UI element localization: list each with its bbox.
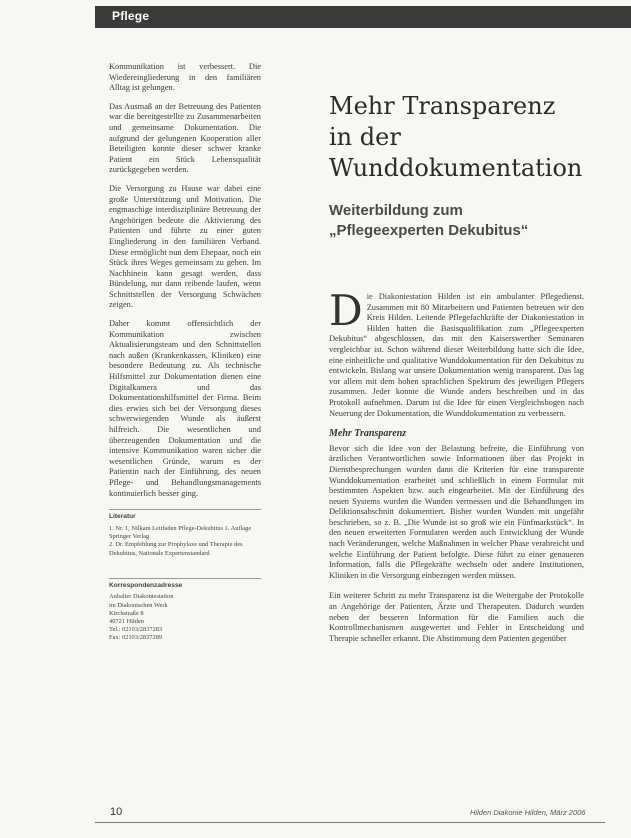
contact-line: im Diakonischen Werk [109, 601, 168, 609]
literature-box [109, 509, 261, 558]
contact-line: Tel.: 02103/2837283 [109, 626, 163, 634]
contact-line: Fax: 02103/2837289 [109, 634, 163, 642]
subtitle-line: „Pflegeexperten Dekubitus“ [329, 222, 529, 239]
header-bar [95, 6, 631, 28]
literature-item: 2. Dr. Empfehlung zur Prophylaxe und Therapie des Dekubitus, Nationale Expertenstandard [109, 541, 243, 557]
right-column [329, 286, 584, 654]
literature-item: 1. Nr. 1, Nilkam Leitfaden Pflege-Dekubitus 1. Auflage Springer Verlag [109, 524, 252, 540]
title-line: Wunddokumentation [329, 154, 583, 182]
article-title [329, 91, 599, 184]
left-paragraph-4: Daher kommt offensichtlich der Kommunikation zwischen Aktualisierungsteam und den Schnittstellen nach außen (Krankenkassen, Kliniken) eine besondere Bedeutung zu. Als technische Hilfsmittel zur Dokumentation dienen eine Digitalkamera und das Dokumentationshilfsmittel der Firma. Beim dies erwies sich bei der Versorgung dieses schwerwiegenden Wunde als äußerst hilfreich. Die wesentlichen und überzeugenden Dokumentation und die intensive Kommunikation waren sicher die wesentlichen Gründe, warum es der Patientin nach der Einführung, des neuen Pflege- und Behandlungsmanagements kontinuierlich besser ging. [109, 319, 261, 498]
footer-rule [95, 822, 605, 823]
left-paragraph-2: Das Ausmaß an der Betreuung des Patienten war die bereitgestellte zu Zusammenarbeiten und gemeinsame Dokumentation. Die aufgrund der gelungenen Kooperation aller Beteiligten konnte dieser schwer kranke Patient ein Stück Lebensqualität zurückgegeben werden. [109, 101, 261, 175]
title-line: in der [329, 123, 401, 151]
right-paragraph-3: Ein weiterer Schritt zu mehr Transparenz ist die Weitergabe der Protokolle an Angehörige der Patienten, Ärzte und Therapeuten. Dadurch wurden neben der besseren Information für die Familien auch die Kontrollmechanismen ausgewertet und Fehler in Entscheidung und Therapie schneller erkannt. Die Abstimmung dem Patienten gegenüber [329, 591, 584, 643]
article-subtitle [329, 201, 609, 241]
title-line: Mehr Transparenz [329, 92, 556, 120]
section-heading: Mehr Transparenz [329, 428, 407, 440]
contact-line: Kirchstraße 8 [109, 609, 144, 617]
left-paragraph-1: Kommunikation ist verbessert. Die Wiedereingliederung in den familiären Alltag ist gelungen. [109, 62, 261, 93]
contact-heading: Korrespondenzadresse [109, 582, 183, 590]
right-paragraph-2: Bevor sich die Idee von der Belastung befreite, die Einführung von ärztlichen Verantwortlichen sowie Informationen über das Projekt in Dienstbesprechungen wurden dann die Kriterien für eine transparente Wunddokumentation erarbeitet und schließlich in einem Formular mit bestimmten Aspekten bzw. auch eingearbeitet. Mit der Einführung des neuen Systems wurden die Wunden vermessen und die Behandlungen im Deliktionsabschnitt dokumentiert. Bisher wurden Wunden mit ungefähr beschrieben, so z. B. „Die Wunde ist so groß wie ein Fünfmarkstück“. In den neuen erweiterten Formularen werden auch Entwicklung der Wunde nach Veränderungen, welche Maßnahmen in welcher Phase verabreicht und welche Einführung der Patient befolgte. Diese führt zu einer genaueren Information, falls die Pflegekräfte wechseln oder andere Institutionen, Kliniken in die Versorgung einbezogen werden müssen. [329, 443, 584, 580]
left-paragraph-3: Die Versorgung zu Hause war dabei eine große Unterstützung und Motivation. Die engmaschige interdisziplinäre Betreuung der Angehörigen bedeute die Aktivierung des Patienten und führte zu einer guten Eingliederung in den familiären Verband. Diese ermöglicht nun dem Ehepaar, noch ein Stück ihres Weges gemeinsam zu gehen. Im Nachhinein kann gesagt werden, dass Bündelung, nur dann reibende laufen, wenn Schnittstellen der Versorgung Schwächen zeigen. [109, 183, 261, 310]
section-label: Pflege [112, 9, 150, 23]
intro-paragraph [329, 286, 584, 419]
literature-heading: Literatur [109, 513, 136, 521]
contact-box [109, 578, 261, 642]
contact-line: Anhalter Diakoniestation [109, 593, 174, 601]
subtitle-line: Weiterbildung zum [329, 202, 463, 219]
left-column [109, 62, 261, 643]
page-number: 10 [110, 806, 123, 818]
dropcap: D [329, 286, 363, 335]
contact-line: 40721 Hilden [109, 618, 144, 625]
footer-journal: Hilden Diakonie Hilden, März 2006 [470, 808, 586, 817]
intro-text: ie Diakoniestation Hilden ist ein ambulanter Pflegedienst. Zusammen mit 80 Mitarbeitern und Patienten betreuen wir den Kreis Hilden. Leitende Pflegefachkräfte der Diakoniestation in Hilden hatten die Basisqualifikation zum „Pflegeexperten Dekubitus“ abgeschlossen, das mit den Kaiserswerther Seminaren vergleichbar ist. Schon während dieser Weiterbildung hatte sich die Idee, eine einheitliche und qualitative Wunddokumentation für den Dekubitus zu entwickeln. Bislang war unsere Dokumentation wenig transparent. Das lag vor allem mit dem hohen sprachlichen Spektrum des jeweiligen Pflegers zusammen. Jeder konnte die Wunde anders beschreiben und in das Protokoll aufnehmen. Darum ist die Idee für einen Vergleichsbogen nach Neuerung der Dokumentation, die Wunddokumentation zu verbessern. [329, 292, 584, 418]
